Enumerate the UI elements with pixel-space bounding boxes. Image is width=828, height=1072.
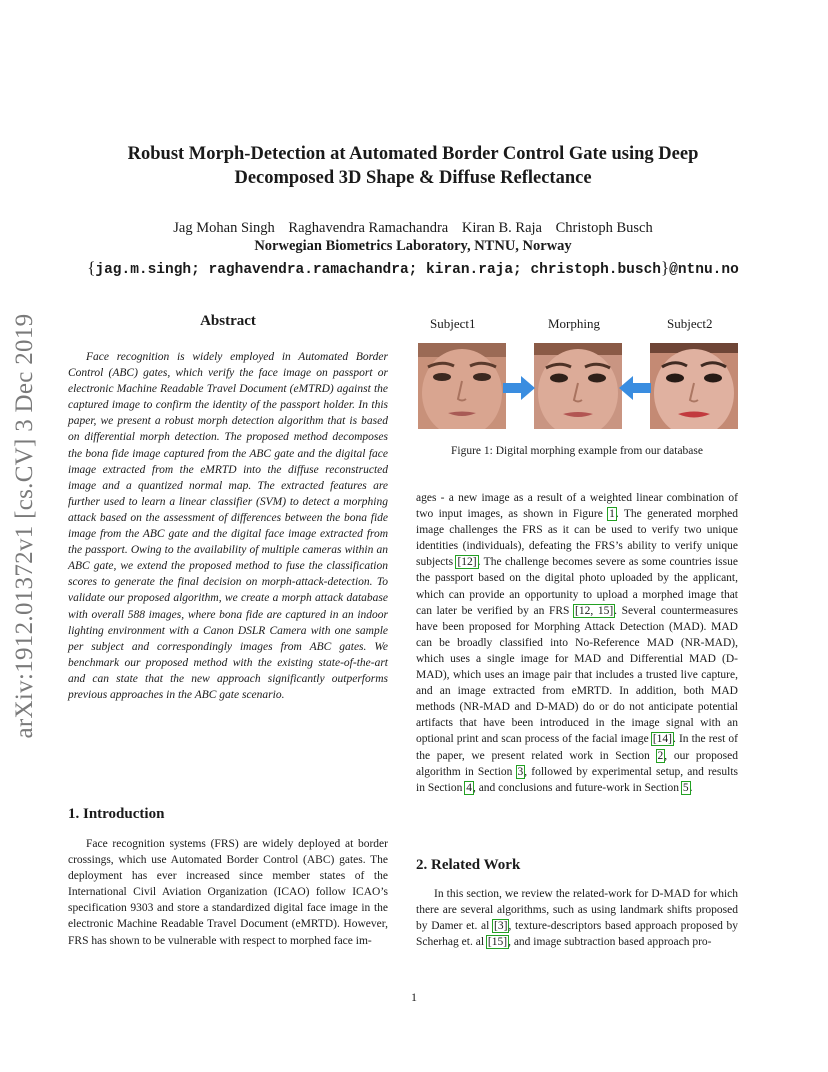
figure-ref-link[interactable]: 1 [609, 508, 615, 521]
email-domain: @ntnu.no [669, 262, 739, 278]
text-run: , and conclusions and future-work in Section [472, 781, 682, 794]
section-ref-link[interactable]: 4 [466, 781, 472, 794]
face-image-subject2 [650, 343, 738, 429]
text-run: In this section, we review the related-work for D-MAD for which there are several algorithms, such as using landmark shifts proposed by Damer et. al [416, 888, 738, 933]
citation-link[interactable]: [12] [457, 556, 477, 569]
text-run: . In the rest of the paper, we present related work in Section [416, 733, 738, 762]
abstract-heading: Abstract [200, 313, 256, 329]
email-list: jag.m.singh; raghavendra.ramachandra; kiran.raja; christoph.busch [95, 262, 661, 278]
citation-link[interactable]: [12, 15] [575, 604, 614, 617]
face-image-morphed [534, 343, 622, 429]
brace-close: } [660, 258, 670, 277]
text-run: , followed by experimental setup, and results in Section [416, 765, 738, 794]
text-run: , our proposed algorithm in Section [416, 749, 738, 778]
text-run: , texture-descriptors based approach proposed by Scherhag et. al [416, 920, 739, 949]
title-line-2: Decomposed 3D Shape & Diffuse Reflectance [234, 168, 592, 188]
figure-label-subject2: Subject2 [667, 316, 713, 331]
right-column-text [416, 490, 738, 796]
text-run: . Several countermeasures have been proposed for Morphing Attack Detection (MAD). MAD can be broadly classified into No-Reference MAD (NR-MAD), which uses a single image for MAD and Differential MAD (D-MAD), which uses an image pair that includes a trusted live capture, and an image extracted from eMRTD. In addition, both MAD methods (NR-MAD and D-MAD) do or do not anticipate potential artifacts that have been introduced in the image signal with an optional print and scan process of the facial image [416, 604, 738, 746]
section-ref-link[interactable]: 5 [682, 781, 689, 794]
paper-title [60, 142, 766, 190]
text-run: . The generated morphed image challenges the FRS as it can be used to verify two unique identities (individuals), defeating the FRS’s ability to verify unique subjects [416, 508, 738, 569]
author-list [60, 220, 766, 237]
figure-label-subject1: Subject1 [430, 316, 476, 331]
related-work-heading: 2. Related Work [416, 857, 521, 873]
author: Jag Mohan Singh [173, 220, 275, 236]
face-image-subject1 [418, 343, 506, 429]
page-number: 1 [411, 990, 417, 1004]
figure-caption: Figure 1: Digital morphing example from our database [451, 445, 703, 457]
author: Kiran B. Raja [461, 220, 542, 236]
citation-link[interactable]: [14] [652, 733, 673, 746]
author: Christoph Busch [555, 220, 653, 236]
text-run: . The challenge becomes severe as some countries issue the passport based on the digital photo uploaded by the applicant, which can provide an opportunity to upload a morphed image that can later be verified by an FRS [416, 556, 738, 617]
intro-text: Face recognition systems (FRS) are widely deployed at border crossings, which use Automated Border Control (ABC) gates. The deployment has ever increased since member states of the International Civil Aviation Organization (ICAO) follow ICAO’s specification 9303 and store a standardized digital face image in the electronic Machine Readable Travel Document (eMRTD). However, FRS has shown to be vulnerable with respect to morphed face im- [68, 838, 388, 947]
citation-link[interactable]: [3] [494, 920, 508, 933]
arxiv-id: arXiv:1912.01372v1 [cs.CV] 3 Dec 2019 [11, 313, 38, 739]
text-run: . [689, 781, 693, 794]
section-ref-link[interactable]: 3 [517, 765, 524, 778]
brace-open: { [87, 258, 96, 277]
text-run: , and image subtraction based approach pro- [508, 936, 712, 949]
figure-label-morphing: Morphing [548, 316, 600, 331]
author: Raghavendra Ramachandra [288, 220, 449, 236]
title-line-1: Robust Morph-Detection at Automated Border Control Gate using Deep [127, 144, 699, 164]
text-run: ages - a new image as a result of a weighted linear combination of two input images, as shown in Figure [416, 492, 738, 521]
author-emails [60, 258, 766, 278]
related-work-text [416, 886, 738, 950]
arxiv-stamp [4, 296, 46, 756]
section-ref-link[interactable]: 2 [657, 749, 664, 762]
arrow-left-icon [619, 376, 651, 400]
arrow-right-icon [503, 376, 535, 400]
intro-heading: 1. Introduction [68, 806, 165, 822]
affiliation: Norwegian Biometrics Laboratory, NTNU, Norway [254, 238, 572, 254]
abstract-text: Face recognition is widely employed in Automated Border Control (ABC) gates, which verify the face image on passport or electronic Machine Readable Travel Document (eMTRD) against the captured image to confirm the identity of the passport holder. In this paper, we present a robust morph detection algorithm that is based on differential morph detection. The proposed method decomposes the bona fide image captured from the ABC gate and the digital face image extracted from the eMRTD into the diffuse reconstructed image and a quantized normal map. The extracted features are further used to learn a linear classifier (SVM) to detect a morphing attack based on the assessment of differences between the bona fide image from the ABC gate and the digital face image extracted from the passport. Owing to the availability of multiple cameras within an ABC gate, we extend the proposed method to fuse the classification scores to generate the final decision on morph-attack-detection. To validate our proposed algorithm, we create a morph attack database with overall 588 images, where bona fide are captured in an indoor lighting environment with a Canon DSLR Camera with one sample per subject and correspondingly images from ABC gates. We benchmark our proposed method with the existing state-of-the-art and can state that the new approach significantly outperforms previous approaches in the ABC gate scenario. [68, 351, 388, 701]
citation-link[interactable]: [15] [487, 936, 508, 949]
